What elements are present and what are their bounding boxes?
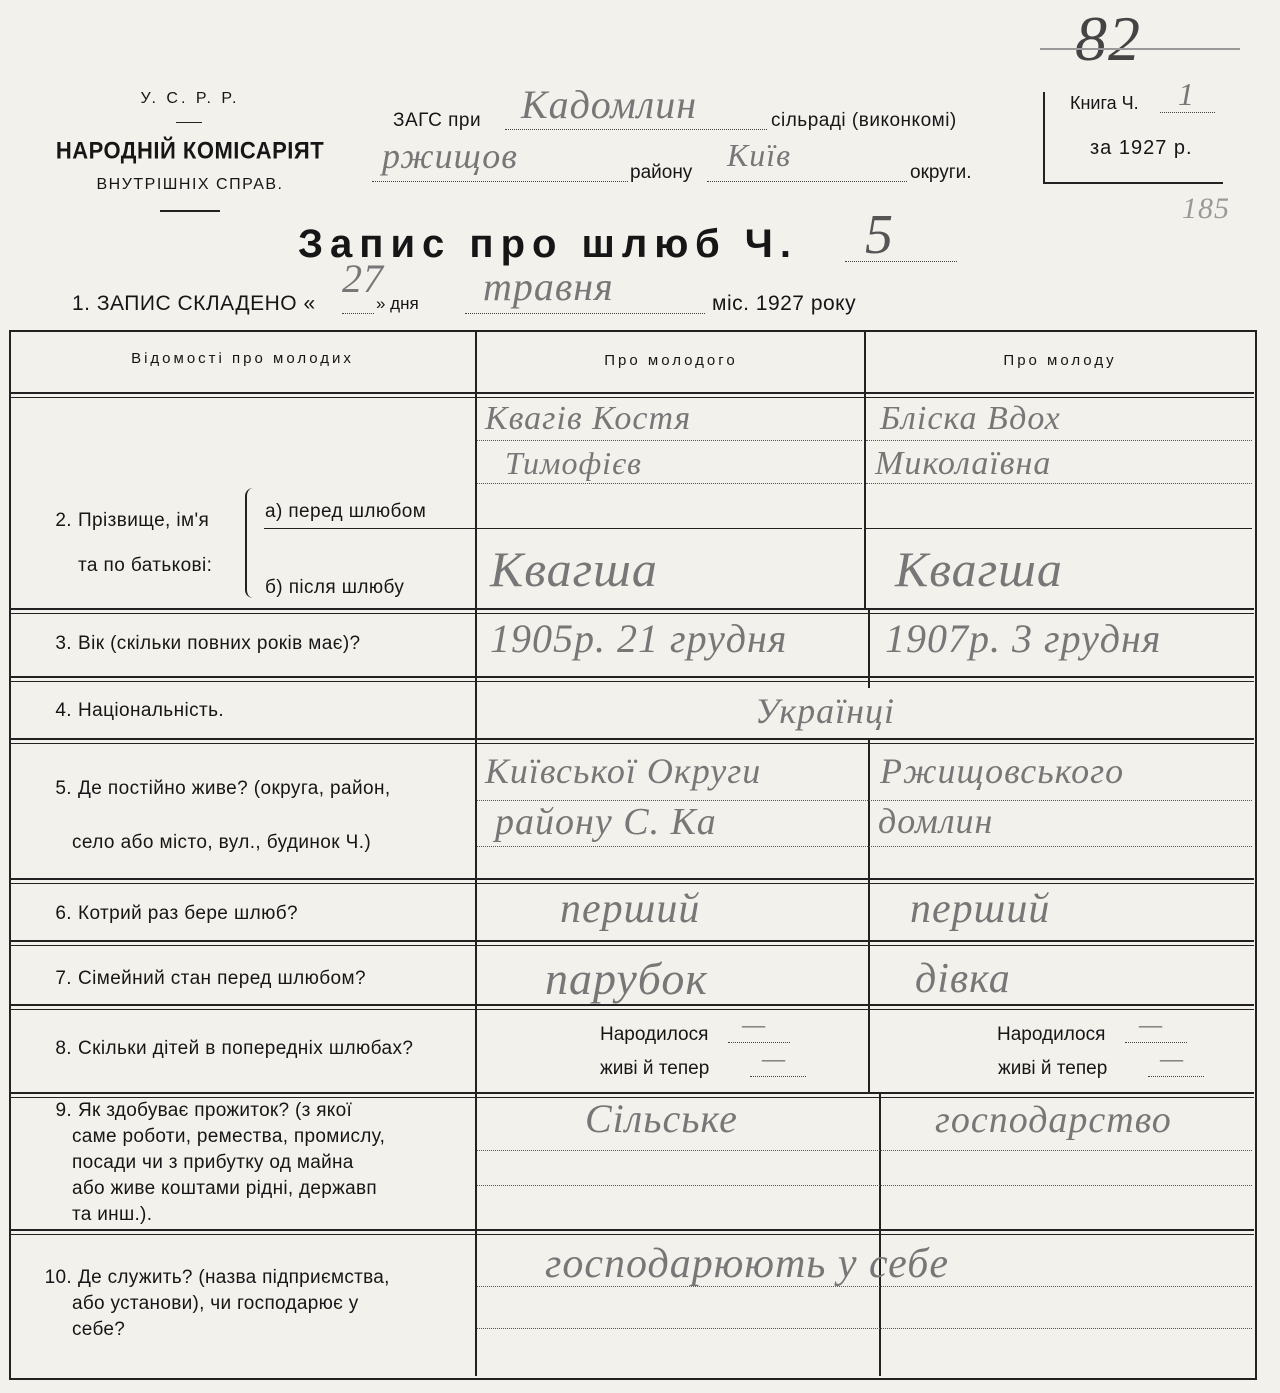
- row-divider: [477, 1150, 1252, 1151]
- column-divider: [475, 332, 477, 1376]
- groom-children-alive-value: —: [762, 1044, 787, 1073]
- row-divider: [10, 945, 1254, 946]
- divider: [176, 122, 202, 123]
- book-label: Книга Ч.: [1070, 93, 1139, 113]
- record-day-value: 27: [342, 256, 384, 301]
- row-divider: [477, 846, 1252, 847]
- row-divider: [477, 440, 862, 441]
- zags-raion-value: ржищов: [382, 136, 518, 176]
- row-divider: [10, 681, 1254, 682]
- row-divider: [264, 528, 475, 529]
- groom-occupation: Сільське: [585, 1096, 738, 1141]
- record-day-field: [342, 256, 384, 314]
- groom-marriage-count: перший: [560, 886, 701, 932]
- col-header-bride: Про молоду: [1003, 352, 1117, 369]
- divider: [160, 210, 220, 212]
- groom-children-born-field: [728, 1010, 790, 1043]
- q9-label-5: та инш.).: [72, 1204, 153, 1225]
- row-divider: [10, 883, 1254, 884]
- zags-okruha-field: [707, 137, 907, 182]
- bride-age: 1907р. 3 грудня: [885, 616, 1162, 661]
- groom-residence-1: Київської Округи: [485, 751, 762, 791]
- bride-children-alive-value: —: [1160, 1044, 1185, 1073]
- groom-children-alive-label: живі й тепер: [600, 1058, 710, 1079]
- bride-occupation: господарство: [935, 1099, 1172, 1141]
- nationality: Українці: [755, 691, 896, 731]
- q2-before-label: а) перед шлюбом: [265, 501, 427, 522]
- row-divider: [477, 528, 862, 529]
- row-divider: [477, 1328, 1252, 1329]
- q9-label-3: посади чи з прибутку од майна: [72, 1152, 354, 1173]
- groom-children-born-value: —: [742, 1010, 767, 1039]
- record-prefix: 1. ЗАПИС СКЛАДЕНО «: [72, 292, 316, 315]
- workplace: господарюють у себе: [545, 1241, 949, 1287]
- record-month-field: [465, 264, 705, 314]
- page-title: Запис про шлюб Ч.: [298, 222, 798, 266]
- row-divider: [477, 1185, 1252, 1186]
- zags-suffix: сільраді (виконкомі): [771, 110, 957, 131]
- groom-age: 1905р. 21 грудня: [490, 616, 788, 661]
- q5-label: 5. Де постійно живе? (округа, район,: [55, 778, 391, 799]
- column-divider: [864, 332, 866, 608]
- okruha-label: округи.: [910, 162, 972, 183]
- record-suffix: міс. 1927 року: [712, 292, 857, 315]
- row-divider: [10, 878, 1254, 880]
- book-year: за 1927 р.: [1090, 137, 1193, 159]
- row-divider: [10, 1234, 1254, 1235]
- q3-label: 3. Вік (скільки повних років має)?: [55, 633, 361, 654]
- q2-label-2: та по батькові:: [78, 555, 213, 576]
- bride-residence-1: Ржищовського: [880, 751, 1125, 791]
- commissariat-subtitle: ВНУТРІШНІХ СПРАВ.: [96, 176, 284, 193]
- row-divider: [866, 483, 1252, 484]
- q9-label-4: або живе коштами рідні, державп: [72, 1178, 378, 1199]
- record-month-value: травня: [483, 264, 614, 309]
- row-divider: [10, 1092, 1254, 1094]
- groom-children-alive-field: [750, 1044, 806, 1077]
- title-number-value: 5: [865, 204, 894, 266]
- state-label: У. С. Р. Р.: [140, 90, 240, 107]
- zags-okruha-value: Київ: [727, 137, 792, 173]
- q9-label: 9. Як здобуває прожиток? (з якої: [55, 1100, 353, 1121]
- page-number: 82: [1075, 3, 1141, 74]
- column-divider: [868, 738, 870, 1092]
- q6-label: 6. Котрий раз бере шлюб?: [55, 903, 298, 924]
- bride-name-before-2: Миколаївна: [875, 445, 1052, 482]
- page-number-strike: [1040, 48, 1240, 50]
- commissariat-title: НАРОДНІЙ КОМІСАРІЯТ: [55, 136, 325, 165]
- zags-prefix: ЗАГС при: [393, 110, 482, 131]
- row-divider: [866, 528, 1252, 529]
- side-number: 185: [1182, 192, 1230, 225]
- bride-children-alive-field: [1148, 1044, 1204, 1077]
- row-divider: [10, 676, 1254, 678]
- bride-children-born-value: —: [1139, 1010, 1164, 1039]
- row-divider: [10, 1004, 1254, 1006]
- col-header-groom: Про молодого: [604, 352, 738, 369]
- row-divider: [10, 397, 1254, 398]
- row-divider: [866, 440, 1252, 441]
- row-divider: [10, 940, 1254, 942]
- row-divider: [10, 392, 1254, 394]
- book-number-field: [1160, 76, 1215, 113]
- row-divider: [10, 743, 1254, 744]
- raion-label: району: [630, 162, 693, 183]
- record-middle: » дня: [376, 294, 419, 313]
- zags-raion-field: [372, 136, 628, 182]
- q5-label-2: село або місто, вул., будинок Ч.): [72, 832, 372, 853]
- bride-children-alive-label: живі й тепер: [998, 1058, 1108, 1079]
- groom-residence-2: району С. Ка: [495, 801, 717, 843]
- q10-label-2: або установи), чи господарює у: [72, 1293, 359, 1314]
- q10-label-3: себе?: [72, 1319, 126, 1340]
- row-divider: [10, 738, 1254, 740]
- row-divider: [10, 1009, 1254, 1010]
- row-divider: [477, 483, 862, 484]
- row-divider: [10, 613, 1254, 614]
- q7-label: 7. Сімейний стан перед шлюбом?: [55, 968, 366, 989]
- bride-name-after: Квагша: [895, 541, 1063, 597]
- bride-children-born-field: [1125, 1010, 1187, 1043]
- bride-residence-2: домлин: [878, 801, 994, 841]
- groom-children-born-label: Народилося: [600, 1024, 709, 1045]
- groom-name-before-2: Тимофієв: [505, 445, 642, 481]
- groom-name-before-1: Квагiв Костя: [485, 400, 692, 437]
- brace: [245, 488, 259, 598]
- col-header-info: Відомості про молодих: [131, 350, 354, 367]
- row-divider: [10, 608, 1254, 610]
- q9-label-2: саме роботи, ремества, промислу,: [72, 1126, 386, 1147]
- bride-marriage-count: перший: [910, 886, 1051, 932]
- row-divider: [10, 1229, 1254, 1231]
- bride-name-before-1: Бліска Вдох: [880, 400, 1061, 437]
- q8-label: 8. Скільки дітей в попередніх шлюбах?: [55, 1038, 414, 1059]
- bride-marital-status: дівка: [915, 956, 1011, 1002]
- bride-children-born-label: Народилося: [997, 1024, 1106, 1045]
- zags-village-value: Кадомлин: [521, 82, 698, 127]
- q10-label: 10. Де служить? (назва підприємства,: [44, 1267, 390, 1288]
- q4-label: 4. Національність.: [55, 700, 225, 721]
- title-number-field: [845, 204, 957, 266]
- groom-marital-status: парубок: [545, 953, 708, 1004]
- zags-village-field: [505, 82, 767, 130]
- q2-label: 2. Прізвище, ім'я: [55, 510, 210, 531]
- book-number-value: 1: [1178, 76, 1195, 112]
- q2-after-label: б) після шлюбу: [265, 577, 405, 598]
- groom-name-after: Квагша: [490, 541, 658, 597]
